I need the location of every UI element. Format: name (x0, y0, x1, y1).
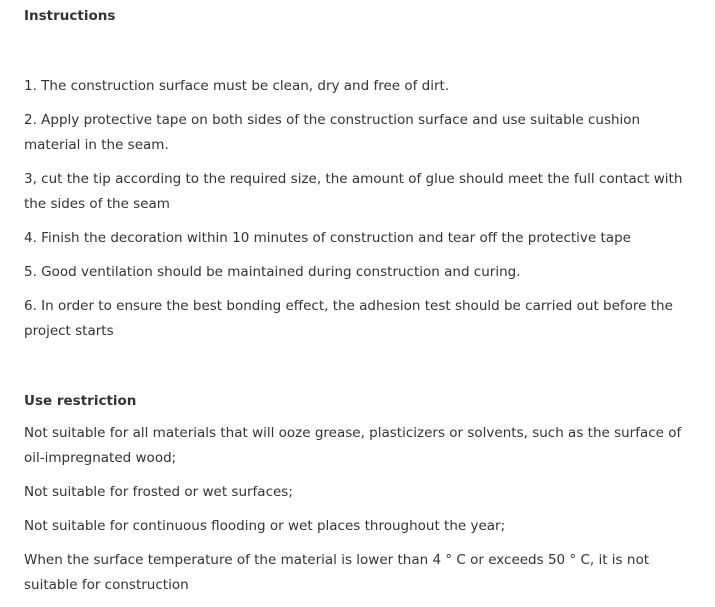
instruction-item: 6. In order to ensure the best bonding effect, the adhesion test should be carried out before the project starts (24, 298, 673, 339)
restriction-item: Not suitable for frosted or wet surfaces; (24, 484, 293, 500)
restriction-item: Not suitable for all materials that will ooze grease, plasticizers or solvents, such as the surface of oil-impregnated wood; (24, 425, 682, 466)
use-restriction-heading: Use restriction (24, 393, 137, 409)
document (24, 0, 694, 607)
instruction-item: 3, cut the tip according to the required size, the amount of glue should meet the full contact with the sides of the seam (24, 171, 683, 212)
instruction-item: 5. Good ventilation should be maintained during construction and curing. (24, 264, 521, 280)
instruction-item: 4. Finish the decoration within 10 minutes of construction and tear off the protective tape (24, 230, 631, 246)
use-restriction-list (24, 421, 694, 598)
restriction-item: When the surface temperature of the material is lower than 4 ° C or exceeds 50 ° C, it is not suitable for construction (24, 552, 649, 593)
restriction-item: Not suitable for continuous flooding or wet places throughout the year; (24, 518, 506, 534)
instruction-item: 2. Apply protective tape on both sides of the construction surface and use suitable cushion material in the seam. (24, 112, 641, 153)
instructions-heading: Instructions (24, 8, 116, 24)
instructions-list (24, 74, 694, 344)
instruction-item: 1. The construction surface must be clean, dry and free of dirt. (24, 78, 450, 94)
